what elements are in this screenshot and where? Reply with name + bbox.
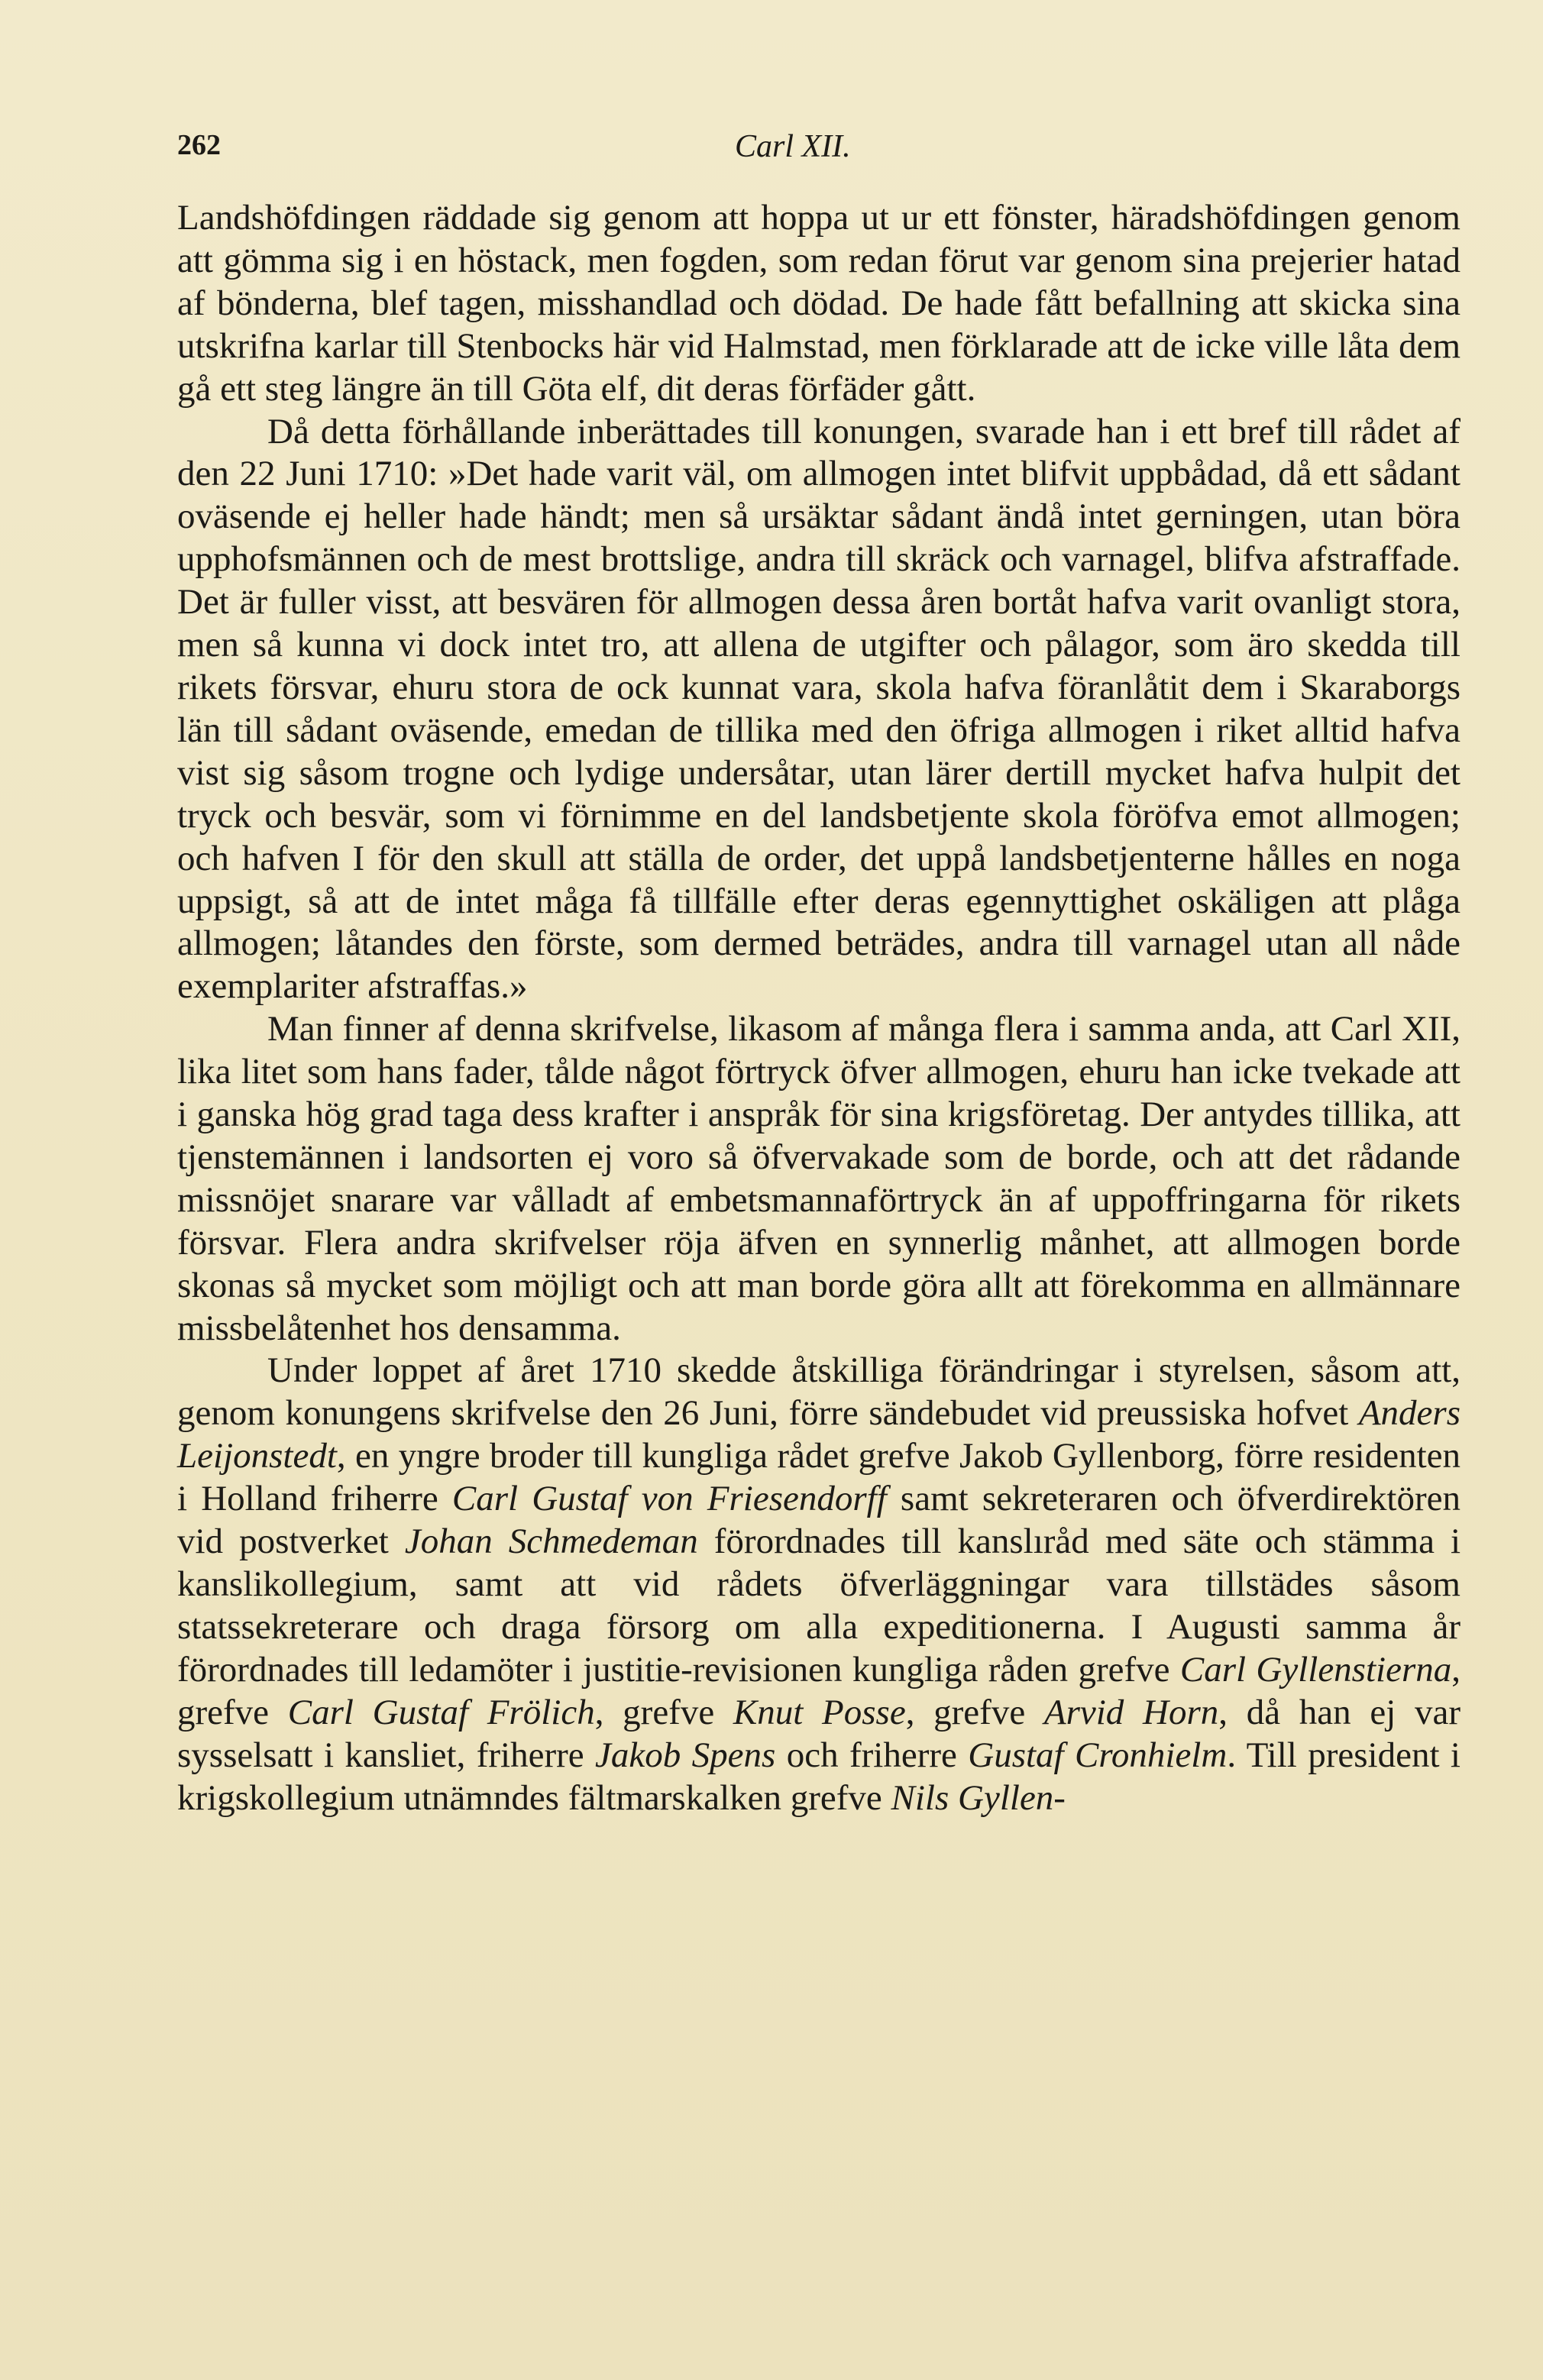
person-name: Gustaf Cronhielm: [968, 1735, 1228, 1775]
person-name: Arvid Horn: [1043, 1692, 1219, 1732]
paragraph-1: [177, 197, 1461, 411]
person-name: Jakob Spens: [595, 1735, 776, 1775]
page-number: 262: [177, 129, 221, 161]
person-name: Nils Gyllen-: [891, 1777, 1066, 1818]
text-segment: och friherre: [775, 1735, 969, 1775]
text-segment: , då han ej var sysselsatt i kansliet, friherre: [177, 1692, 1461, 1775]
paragraph-3: [177, 1008, 1461, 1350]
person-name: Knut Posse: [733, 1692, 906, 1732]
text-segment: samt sekreteraren och öfverdirektören vid postverket: [177, 1479, 1461, 1562]
person-name: Anders Leijonstedt: [177, 1393, 1461, 1476]
text-segment: Under loppet af året 1710 skedde åtskilliga förändringar i styrelsen, såsom att, genom konungens skrifvelse den 26 Juni, förre sändebudet vid preussiska hofvet: [177, 1350, 1461, 1434]
body-text: [177, 197, 1461, 1819]
text-segment: Landshöfdingen räddade sig genom att hoppa ut ur ett fönster, häradshöfdingen genom att gömma sig i en höstack, men fogden, som redan förut var genom sina prejerier hatad af bönderna, blef tagen, misshandlad och dödad. De hade fått befallning att skicka sina utskrifna karlar till Stenbocks här vid Halmstad, men förklarade att de icke ville låta dem gå ett steg längre än till Göta elf, dit deras förfäder gått.: [177, 198, 1461, 409]
person-name: Carl Gyllenstierna: [1179, 1649, 1452, 1690]
paragraph-4: [177, 1350, 1461, 1819]
person-name: Johan Schmedeman: [404, 1521, 698, 1562]
person-name: Carl Gustaf von Friesendorff: [451, 1479, 887, 1519]
page-header: [177, 128, 1461, 174]
text-segment: Då detta förhållande inberättades till konungen, svarade han i ett bref till rådet af den 22 Juni 1710: »Det hade varit väl, om allmogen intet blifvit uppbådad, då ett sådant oväsende ej heller hade händt; men så ursäktar sådant ändå intet gerningen, utan böra upphofsmännen och de mest brottslige, andra till skräck och varnagel, blifva afstraffade. Det är fuller visst, att besvären för allmogen dessa åren bortåt hafva varit ovanligt stora, men så kunna vi dock intet tro, att allena de utgifter och pålagor, som äro skedda till rikets försvar, ehuru stora de ock kunnat vara, skola hafva föranlåtit dem i Skaraborgs län till sådant oväsende, emedan de tillika med den öfriga allmogen i riket alltid hafva vist sig såsom trogne och lydige undersåtar, utan lärer dertill mycket hafva hulpit det tryck och besvär, som vi förnimme en del landsbetjente skola föröfva emot allmogen; och hafven I för den skull att ställa de order, det uppå landsbetjenterne hålles en noga uppsigt, så att de intet måga få tillfälle efter deras egennyttighet oskäligen att plåga allmogen; låtandes den förste, som dermed beträdes, andra till varnagel utan all nåde exemplariter afstraffas.»: [177, 411, 1461, 1007]
text-segment: , grefve: [177, 1649, 1461, 1732]
text-segment: förordnades till kanslıråd med säte och stämma i kanslikollegium, samt att vid rådets öfverläggningar vara tillstädes såsom statssekreterare och draga försorg om alla expeditionerna. I Augusti samma år förordnades till ledamöter i justitie-revisionen kungliga råden grefve: [177, 1521, 1461, 1690]
text-segment: , grefve: [905, 1692, 1044, 1732]
running-title: Carl XII.: [735, 129, 851, 164]
person-name: Carl Gustaf Frölich: [287, 1692, 595, 1732]
text-segment: , en yngre broder till kungliga rådet grefve Jakob Gyllenborg, förre residenten i Holland friherre: [177, 1436, 1461, 1519]
text-segment: . Till president i krigskollegium utnämndes fältmarskalken grefve: [177, 1735, 1461, 1818]
paragraph-2: [177, 411, 1461, 1009]
text-segment: Man finner af denna skrifvelse, likasom af många flera i samma anda, att Carl XII, lika litet som hans fader, tålde något förtryck öfver allmogen, ehuru han icke tvekade att i ganska hög grad taga dess krafter i anspråk för sina krigsföretag. Der antydes tillika, att tjenstemännen i landsorten ej voro så öfvervakade som de borde, och att det rådande missnöjet snarare var vålladt af embetsmannaförtryck än af uppoffringarna för rikets försvar. Flera andra skrifvelser röja äfven en synnerlig månhet, att allmogen borde skonas så mycket som möjligt och att man borde göra allt att förekomma en allmännare missbelåtenhet hos densamma.: [177, 1009, 1461, 1348]
text-segment: , grefve: [594, 1692, 733, 1732]
